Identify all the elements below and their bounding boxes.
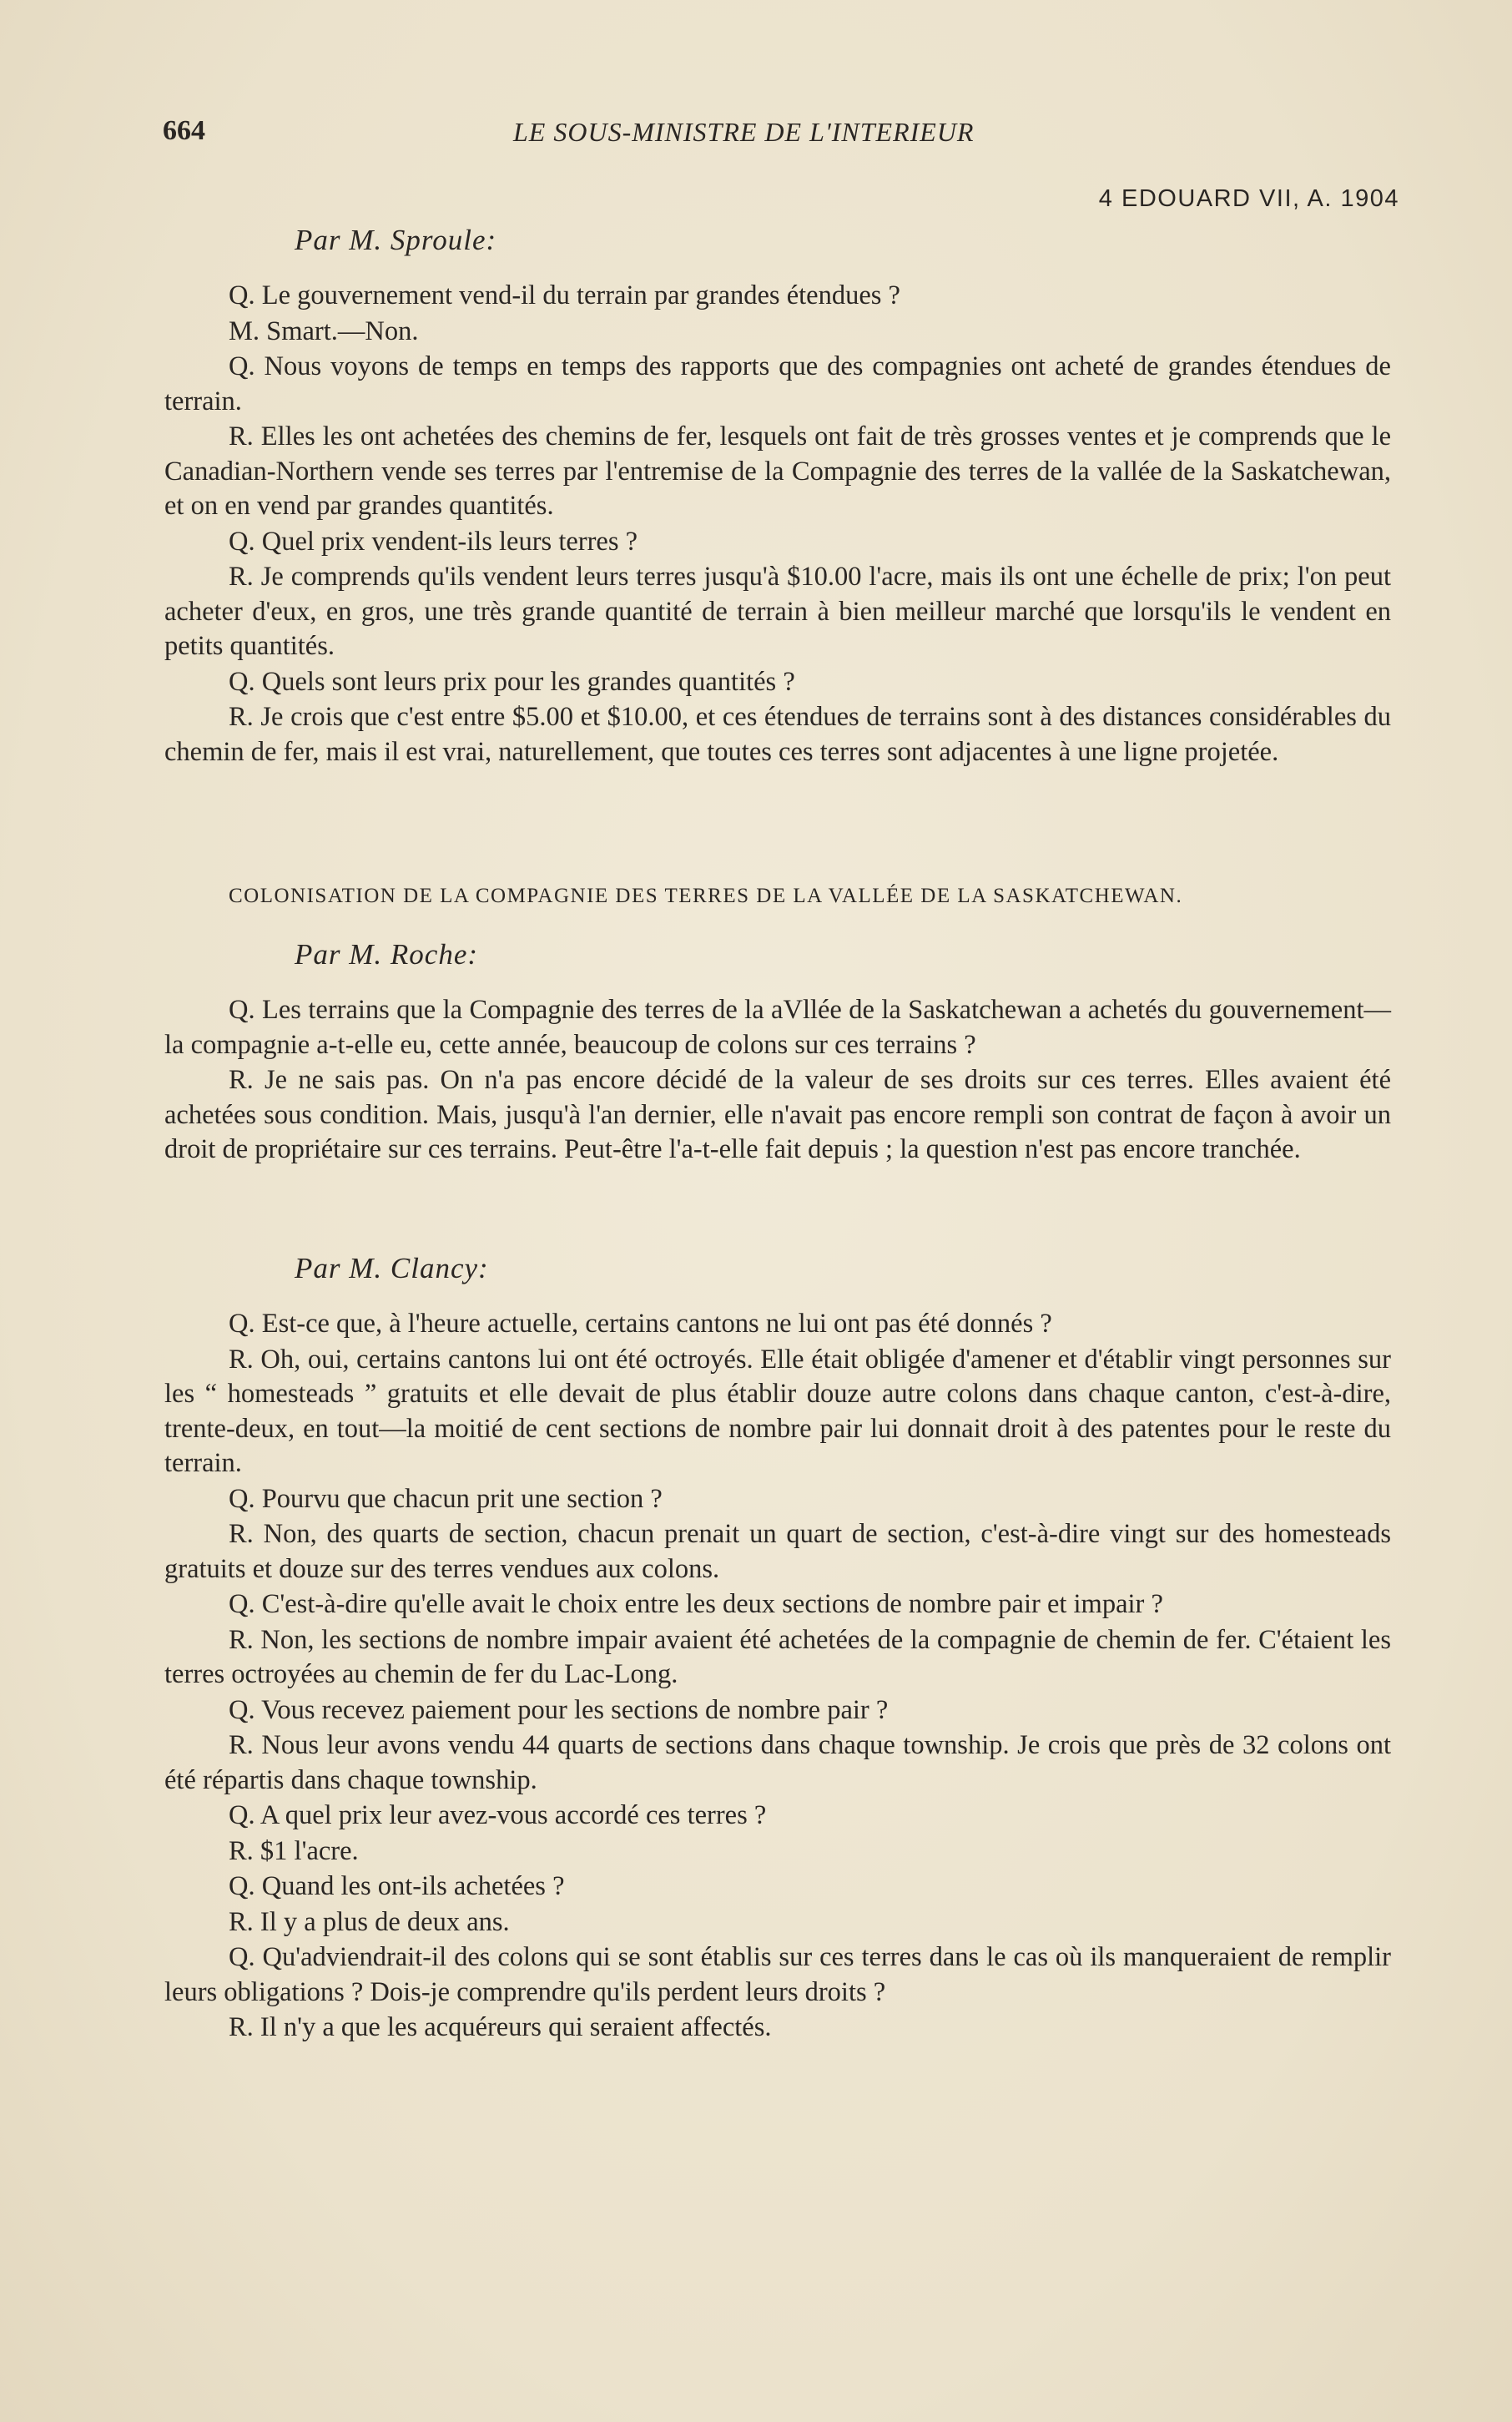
question-paragraph: Q. Vous recevez paiement pour les sections de nombre pair ? <box>229 1694 889 1725</box>
answer-paragraph: R. Elles les ont achetées des chemins de fer, lesquels ont fait de très grosses ventes et je comprends que le Canadian-Northern vende ses terres par l'entremise de la Compagnie des terres de la vallée de la Saskatchewan, et on en vend par grandes quantités. <box>164 421 1391 521</box>
section-heading-block <box>164 885 1391 1168</box>
question-paragraph: Q. Nous voyons de temps en temps des rapports que des compagnies ont acheté de grandes étendues de terrain. <box>164 351 1391 416</box>
testimony-block-sproule <box>164 224 1391 770</box>
page-number: 664 <box>163 115 205 146</box>
question-paragraph: Q. A quel prix leur avez-vous accordé ces terres ? <box>229 1800 767 1830</box>
question-paragraph: Q. Qu'adviendrait-il des colons qui se sont établis sur ces terres dans le cas où ils manqueraient de remplir leurs obligations ? Dois-je comprendre qu'ils perdent leurs droits ? <box>164 1942 1391 2007</box>
answer-paragraph: R. $1 l'acre. <box>229 1835 359 1866</box>
question-paragraph: Q. C'est-à-dire qu'elle avait le choix entre les deux sections de nombre pair et impair ? <box>229 1589 1163 1619</box>
running-title: LE SOUS-MINISTRE DE L'INTERIEUR <box>513 117 975 147</box>
section-heading: COLONISATION DE LA COMPAGNIE DES TERRES DE LA VALLÉE DE LA SASKATCHEWAN. <box>229 885 1183 907</box>
question-paragraph: Q. Le gouvernement vend-il du terrain par grandes étendues ? <box>229 280 900 310</box>
question-paragraph: Q. Quels sont leurs prix pour les grandes quantités ? <box>229 666 795 697</box>
answer-paragraph: R. Je crois que c'est entre $5.00 et $10.00, et ces étendues de terrains sont à des distances considérables du chemin de fer, mais il est vrai, naturellement, que toutes ces terres sont adjacentes à une ligne projetée. <box>164 702 1391 767</box>
question-paragraph: Q. Les terrains que la Compagnie des terres de la aVllée de la Saskatchewan a achetés du gouvernement—la compagnie a-t-elle eu, cette année, beaucoup de colons sur ces terrains ? <box>164 995 1391 1060</box>
answer-paragraph: R. Il y a plus de deux ans. <box>229 1906 510 1937</box>
question-paragraph: Q. Quand les ont-ils achetées ? <box>229 1871 565 1901</box>
answer-paragraph: R. Nous leur avons vendu 44 quarts de sections dans chaque township. Je crois que près de 32 colons ont été répartis dans chaque township. <box>164 1730 1391 1795</box>
answer-paragraph: R. Oh, oui, certains cantons lui ont été octroyés. Elle était obligée d'amener et d'établir vingt personnes sur les “ homesteads ” gratuits et elle devait de plus établir douze autre colons dans chaque canton, c'est-à-dire, trente-deux, en tout—la moitié de cent sections de nombre pair lui donnait droit à des patentes pour le reste du terrain. <box>164 1344 1391 1478</box>
question-paragraph: Q. Quel prix vendent-ils leurs terres ? <box>229 526 638 557</box>
answer-paragraph: R. Il n'y a que les acquéreurs qui seraient affectés. <box>229 2012 772 2042</box>
question-paragraph: Q. Est-ce que, à l'heure actuelle, certains cantons ne lui ont pas été donnés ? <box>229 1309 1052 1339</box>
running-head <box>163 115 1066 149</box>
answer-paragraph: M. Smart.—Non. <box>229 315 419 346</box>
answer-paragraph: R. Je ne sais pas. On n'a pas encore décidé de la valeur de ses droits sur ces terres. Elles avaient été achetées sous condition. Mais, jusqu'à l'an dernier, elle n'avait pas encore rempli son contrat de façon à avoir un droit de propriétaire sur ces terrains. Peut-être l'a-t-elle fait depuis ; la question n'est pas encore tranchée. <box>164 1065 1391 1164</box>
answer-paragraph: R. Je comprends qu'ils vendent leurs terres jusqu'à $10.00 l'acre, mais ils ont une échelle de prix; l'on peut acheter d'eux, en gros, une très grande quantité de terrain à bien meilleur marché que lorsqu'ils le vendent en petits quantités. <box>164 562 1391 661</box>
testimony-block-clancy <box>164 1252 1391 2046</box>
session-reference: 4 EDOUARD VII, A. 1904 <box>1098 185 1399 212</box>
answer-paragraph: R. Non, des quarts de section, chacun prenait un quart de section, c'est-à-dire vingt sur des homesteads gratuits et douze sur des terres vendues aux colons. <box>164 1519 1391 1584</box>
speaker-heading: Par M. Roche: <box>295 938 479 971</box>
question-paragraph: Q. Pourvu que chacun prit une section ? <box>229 1483 663 1514</box>
answer-paragraph: R. Non, les sections de nombre impair avaient été achetées de la compagnie de chemin de fer. C'étaient les terres octroyées au chemin de fer du Lac-Long. <box>164 1624 1391 1689</box>
speaker-heading: Par M. Sproule: <box>295 224 497 256</box>
speaker-heading: Par M. Clancy: <box>295 1252 489 1284</box>
